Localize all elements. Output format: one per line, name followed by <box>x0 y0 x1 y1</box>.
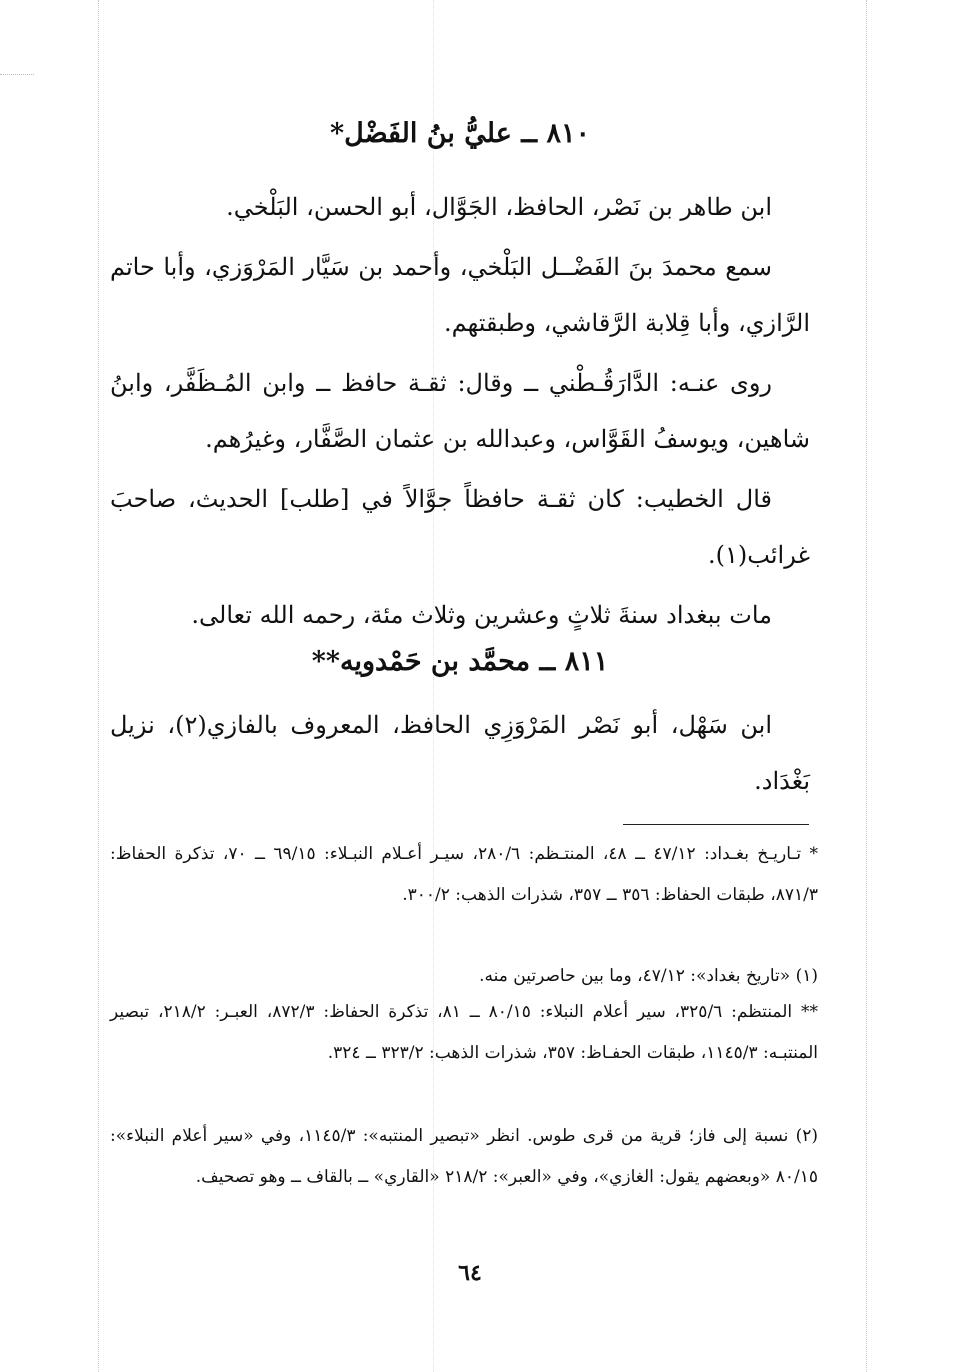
entry-810-assessment: قال الخطيب: كان ثقـة حافظاً جوَّالاً في [طلب] الحديث، صاحبَ غرائب(١). <box>110 485 810 569</box>
entry-810-teachers: سمع محمدَ بنَ الفَضْــل البَلْخي، وأحمد بن سَيَّار المَرْوَزي، وأبا حاتم الرَّازي، وأبا قِلابة الرَّقاشي، وطبقتهم. <box>110 253 810 337</box>
footnote-sources-810: * تـاريـخ بغـداد: ٤٧/١٢ ــ ٤٨، المنتـظم: ٢٨٠/٦، سيـر أعـلام النبـلاء: ٦٩/١٥ ــ ٧٠، تذكرة الحفاظ: ٨٧١/٣، طبقات الحفاظ: ٣٥٦ ــ ٣٥٧، شذرات الذهب: ٣٠٠/٢. <box>110 844 818 905</box>
footnote-2: (٢) نسبة إلى فاز؛ قرية من قرى طوس. انظر «تبصير المنتبه»: ١١٤٥/٣، وفي «سير أعلام النبلاء»: ٨٠/١٥ «وبعضهم يقول: الغازي»، وفي «العبر»: ٢١٨/٢ «القاري» ــ بالقاف ــ وهو تصحيف. <box>110 1126 818 1187</box>
entry-810-heading: ٨١٠ ــ عليُّ بنُ الفَضْل* <box>330 118 590 149</box>
footnote-separator <box>623 824 809 825</box>
footnote-1: (١) «تاريخ بغداد»: ٤٧/١٢، وما بين حاصرتين منه. <box>479 966 818 986</box>
entry-811-heading: ٨١١ ــ محمَّد بن حَمْدويه** <box>311 646 609 677</box>
entry-810-death: مات ببغداد سنةَ ثلاثٍ وعشرين وثلاث مئة، رحمه الله تعالى. <box>191 601 772 629</box>
entry-811-lineage: ابن سَهْل، أبو نَصْر المَرْوَزِي الحافظ، المعروف بالفازي(٢)، نزيل بَغْدَاد. <box>110 711 810 795</box>
scan-guide-right <box>866 0 867 1372</box>
footnote-sources-811: ** المنتظم: ٣٢٥/٦، سير أعلام النبلاء: ٨٠/١٥ ــ ٨١، تذكرة الحفاظ: ٨٧٢/٣، العبـر: ٢١٨/٢، تبصير المنتبـه: ١١٤٥/٣، طبقات الحفـاظ: ٣٥٧، شذرات الذهب: ٣٢٣/٢ ــ ٣٢٤. <box>110 1002 818 1063</box>
entry-810-students: روى عنـه: الدَّارَقُـطْني ــ وقال: ثقـة حافظ ــ وابن المُـظَفَّر، وابنُ شاهين، ويوسفُ القَوَّاس، وعبدالله بن عثمان الصَّفَّار، وغيرُهم. <box>110 369 810 453</box>
entry-810-body <box>110 179 810 643</box>
scan-edge-mark <box>0 74 34 75</box>
scan-guide-left <box>98 0 99 1372</box>
entry-811-body <box>110 697 810 809</box>
entry-810-lineage: ابن طاهر بن نَصْر، الحافظ، الجَوَّال، أبو الحسن، البَلْخي. <box>226 193 772 221</box>
page-number: ٦٤ <box>458 1260 482 1286</box>
